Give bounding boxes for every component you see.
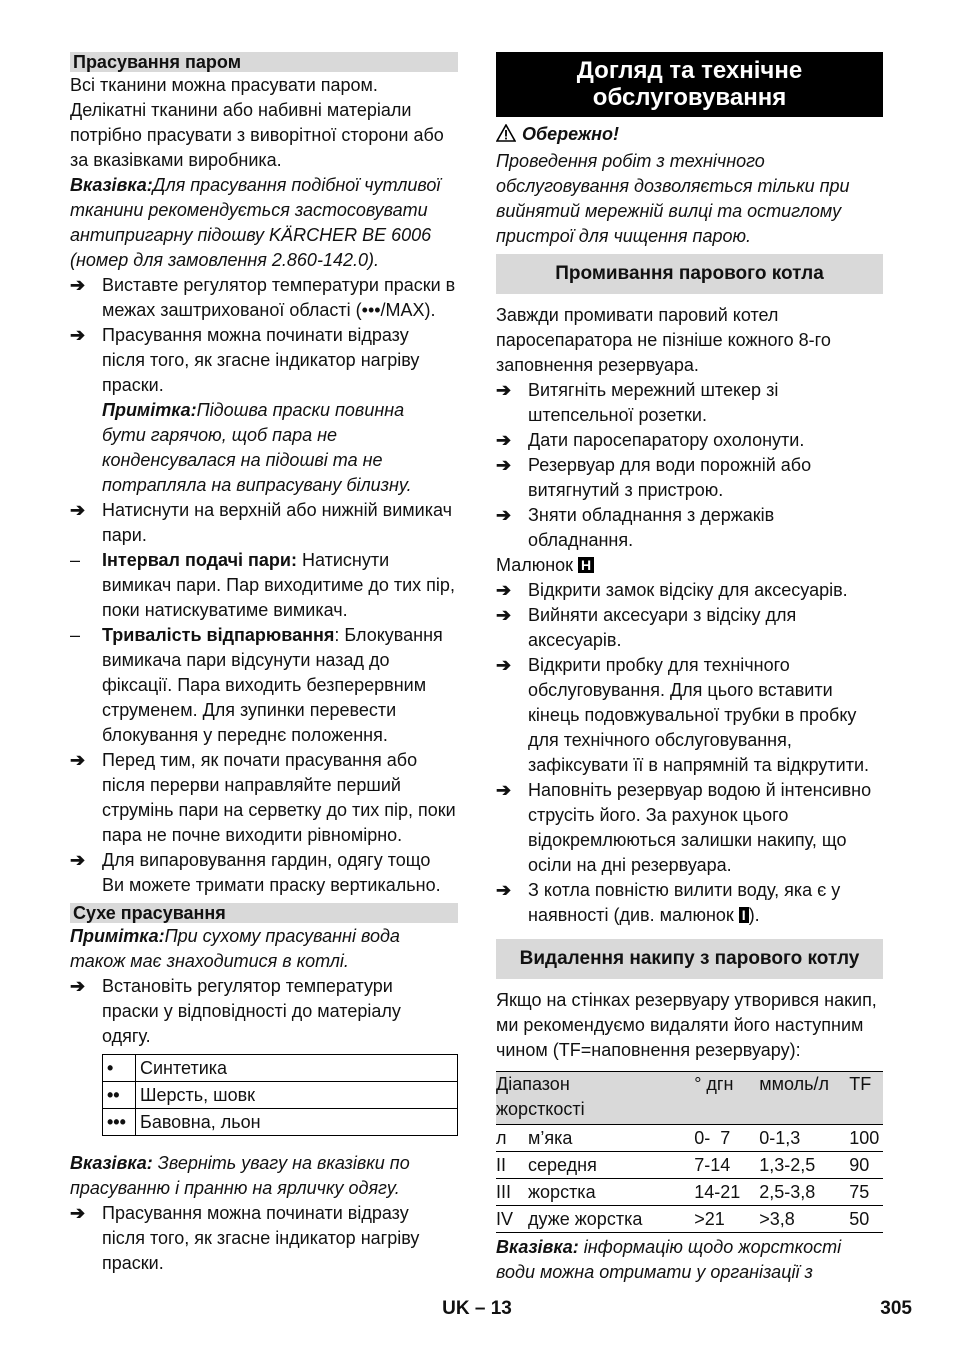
list-item: ➔ Прасування можна починати відразу після того, як згасне індикатор нагріву праски. xyxy=(70,323,458,398)
temperature-dots: •• xyxy=(103,1082,136,1109)
arrow-icon: ➔ xyxy=(70,325,86,345)
list-item: ➔ Відкрити пробку для технічного обслуговування. Для цього вставити кінець подовжувальної трубки в пробку для технічного обслуговування, зафіксувати її в напрямній та відкрутити. xyxy=(496,653,883,778)
header-mmol: ммоль/л xyxy=(759,1072,849,1125)
maintenance-heading: Догляд та технічне обслуговування xyxy=(496,52,883,117)
note-label: Примітка: xyxy=(70,926,165,946)
figure-h-badge: H xyxy=(578,557,594,573)
list-item: ➔ Перед тим, як почати прасування або після перерви направляйте перший струмінь пари на серветку до тих пір, поки пара не почне виходити рівномірно. xyxy=(70,748,458,848)
arrow-icon: ➔ xyxy=(70,275,86,295)
arrow-icon: ➔ xyxy=(70,850,86,870)
arrow-icon: ➔ xyxy=(496,380,512,400)
text-line: Всі тканини можна прасувати паром. xyxy=(70,75,378,95)
table-row: III жорстка 14-21 2,5-3,8 75 xyxy=(496,1179,883,1206)
arrow-icon: ➔ xyxy=(70,750,86,770)
figure-reference: Малюнок H xyxy=(496,553,883,578)
fabric-temperature-table xyxy=(102,1054,458,1136)
table-row xyxy=(103,1109,458,1136)
list-item: ➔ Резервуар для води порожній або витягнутий з пристрою. xyxy=(496,453,883,503)
text-line: тканини рекомендується застосовувати xyxy=(70,200,428,220)
fabric-name: Бавовна, льон xyxy=(136,1109,458,1136)
arrow-icon: ➔ xyxy=(496,605,512,625)
table-row: л м’яка 0- 7 0-1,3 100 xyxy=(496,1125,883,1152)
steam-note xyxy=(70,173,458,273)
warning-triangle-icon xyxy=(496,124,516,149)
fabric-name: Синтетика xyxy=(136,1055,458,1082)
note-label: Вказівка: xyxy=(496,1237,579,1257)
dash-marker: – xyxy=(70,550,81,570)
arrow-icon: ➔ xyxy=(496,580,512,600)
list-item: ➔ Наповніть резервуар водою й інтенсивно струсіть його. За рахунок цього відокремлюються залишки накипу, що осіли на дні резервуара. xyxy=(496,778,883,878)
text-line: потрібно прасувати з виворітної сторони або xyxy=(70,125,444,145)
table-row xyxy=(103,1082,458,1109)
figure-i-badge: I xyxy=(739,907,749,923)
dry-note: Примітка:При сухому прасуванні вода також має знаходитися в котлі. xyxy=(70,926,400,971)
arrow-icon: ➔ xyxy=(496,505,512,525)
note-label: Вказівка: xyxy=(70,1153,153,1173)
table-row xyxy=(103,1055,458,1082)
list-item: ➔ Натиснути на верхній або нижній вимикач пари. xyxy=(70,498,458,548)
footer-section-label: UK – 13 xyxy=(442,1298,512,1319)
list-item: ➔ Виставте регулятор температури праски в межах заштрихованої області (•••/MAX). xyxy=(70,273,458,323)
list-item: ➔ Вийняти аксесуари з відсіку для аксесуарів. xyxy=(496,603,883,653)
list-item: ➔ Встановіть регулятор температури праски у відповідності до матеріалу одягу. xyxy=(70,974,458,1049)
flush-boiler-heading: Промивання парового котла xyxy=(496,254,883,294)
list-item: ➔ Дати паросепаратору охолонути. xyxy=(496,428,883,453)
hardness-note: Вказівка: інформацію щодо жорсткості води можна отримати у організації з xyxy=(496,1237,842,1282)
left-column xyxy=(70,50,458,1276)
table-row: II середня 7-14 1,3-2,5 90 xyxy=(496,1152,883,1179)
steam-ironing-heading: Прасування паром xyxy=(70,52,458,72)
list-item: ➔ Зняти обладнання з держаків обладнання. xyxy=(496,503,883,553)
list-item: ➔ Витягніть мережний штекер зі штепсельної розетки. xyxy=(496,378,883,428)
dry-ironing-heading: Сухе прасування xyxy=(70,903,458,923)
arrow-icon: ➔ xyxy=(496,455,512,475)
arrow-icon: ➔ xyxy=(70,976,86,996)
arrow-icon: ➔ xyxy=(496,655,512,675)
descale-heading: Видалення накипу з парового котлу xyxy=(496,939,883,979)
arrow-icon: ➔ xyxy=(496,880,512,900)
header-tf: TF xyxy=(849,1072,883,1125)
caution-block: Обережно! Проведення робіт з технічного обслуговування дозволяється тільки при вийнятий мережній вилці та остиглому пристрої для чищення парою. xyxy=(496,124,850,246)
header-dgh: ° дгн xyxy=(694,1072,759,1125)
label-note: Вказівка: Зверніть увагу на вказівки по прасуванню і пранню на ярличку одягу. xyxy=(70,1153,410,1198)
table-header-row xyxy=(496,1072,883,1125)
note-label: Примітка: xyxy=(102,400,197,420)
temperature-dots: • xyxy=(103,1055,136,1082)
dash-marker: – xyxy=(70,625,81,645)
list-item: ➔ Для випаровування гардин, одягу тощо Ви можете тримати праску вертикально. xyxy=(70,848,458,898)
text-line: Для прасування подібної чутливої xyxy=(152,175,441,195)
primitka-note: Примітка:Підошва праски повинна бути гарячою, щоб пара не конденсувалася на підошві та не потрапляла на випрасувану білизну. xyxy=(102,400,412,495)
page-number: 305 xyxy=(880,1298,912,1319)
dash-item-interval: – Інтервал подачі пари: Натиснути вимикач пари. Пар виходитиме до тих пір, поки натискуватиме вимикач. xyxy=(70,548,458,623)
caution-label: Обережно! xyxy=(522,124,620,144)
text-line: антипригарну підошву KÄRCHER BE 6006 xyxy=(70,225,432,245)
temperature-dots: ••• xyxy=(103,1109,136,1136)
table-row: IV дуже жорстка >21 >3,8 50 xyxy=(496,1206,883,1233)
arrow-icon: ➔ xyxy=(496,780,512,800)
flush-intro: Завжди промивати паровий котел паросепаратора не пізніше кожного 8-го заповнення резервуара. xyxy=(496,305,831,375)
steam-intro xyxy=(70,73,458,173)
fabric-name: Шерсть, шовк xyxy=(136,1082,458,1109)
arrow-icon: ➔ xyxy=(496,430,512,450)
list-item: ➔ З котла повністю вилити воду, яка є у наявності (див. малюнок I ). xyxy=(496,878,883,928)
arrow-icon: ➔ xyxy=(70,500,86,520)
text-line: (номер для замовлення 2.860-142.0). xyxy=(70,250,379,270)
text-line: за вказівками виробника. xyxy=(70,150,282,170)
water-hardness-table xyxy=(496,1071,883,1233)
dash-item-duration: – Тривалість відпарювання: Блокування вимикача пари відсунути назад до фіксації. Пара виходить безперервним струменем. Для зупинки перевести блокування у переднє положення. xyxy=(70,623,458,748)
list-item: ➔ Відкрити замок відсіку для аксесуарів. xyxy=(496,578,883,603)
text-line: Делікатні тканини або набивні матеріали xyxy=(70,100,412,120)
header-range: Діапазон жорсткості xyxy=(496,1072,694,1125)
descale-intro: Якщо на стінках резервуару утворився накип, ми рекомендуємо видаляти його наступним чином (TF=наповнення резервуару): xyxy=(496,990,877,1060)
arrow-icon: ➔ xyxy=(70,1203,86,1223)
right-column xyxy=(496,50,883,1285)
note-label: Вказівка: xyxy=(70,175,153,195)
list-item: ➔ Прасування можна починати відразу після того, як згасне індикатор нагріву праски. xyxy=(70,1201,458,1276)
